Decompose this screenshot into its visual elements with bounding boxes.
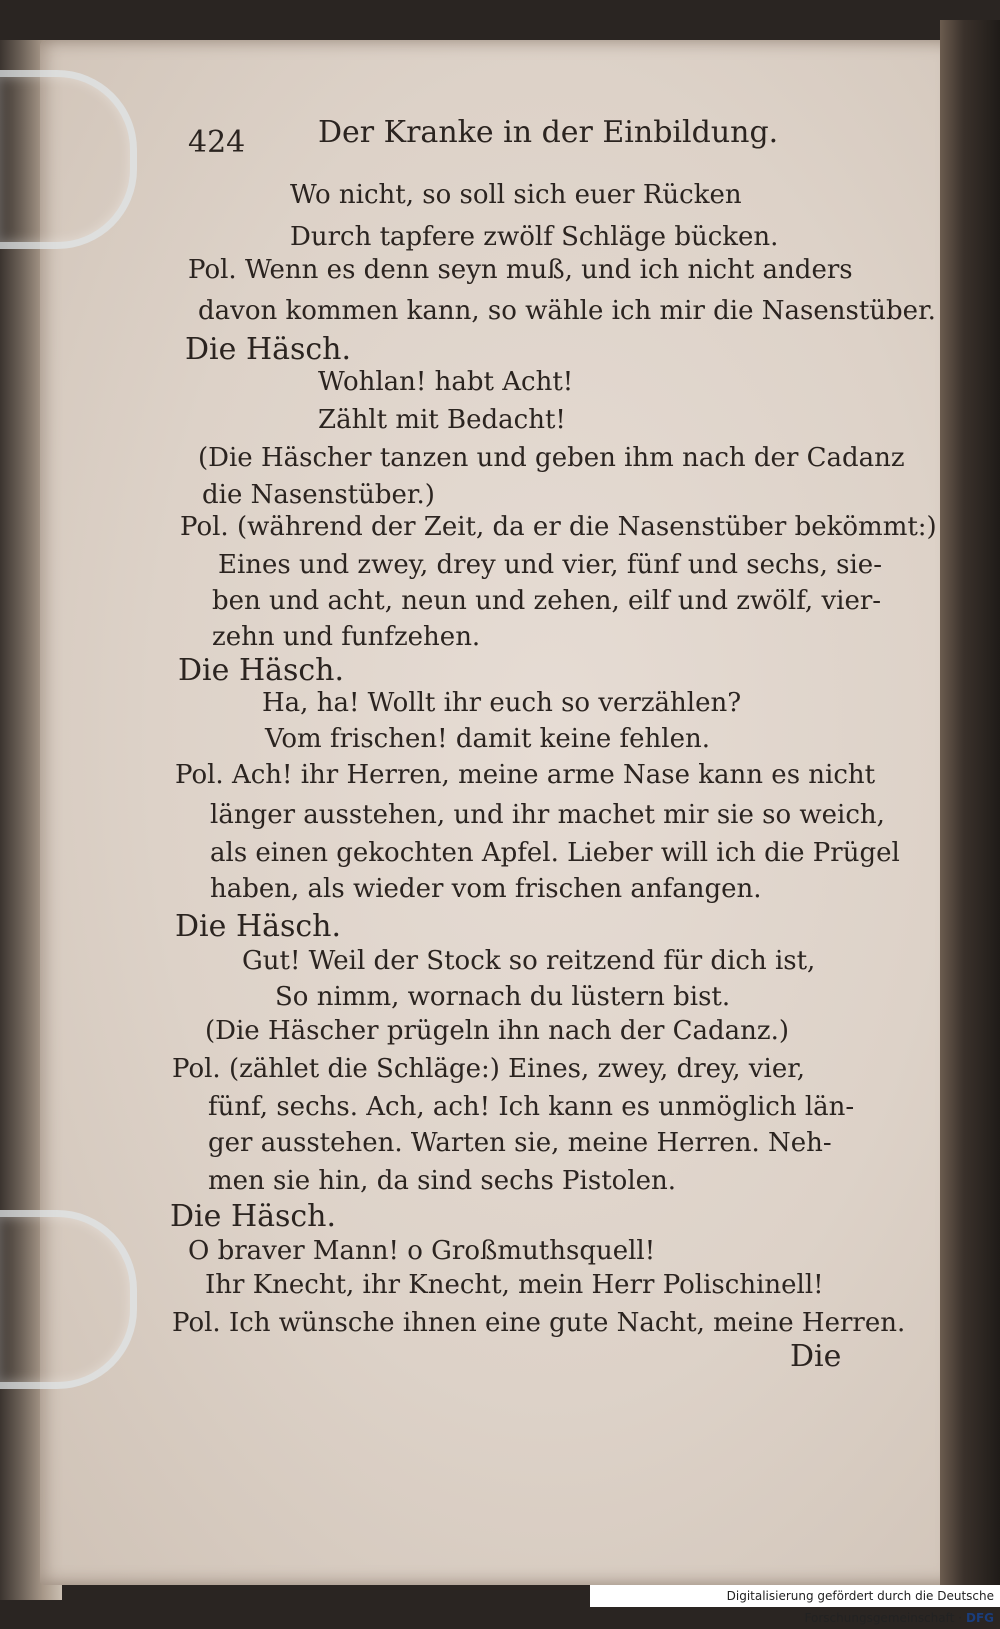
- speaker-heading: Die Häsch.: [175, 909, 342, 944]
- stage-direction: (Die Häscher prügeln ihn nach der Cadanz.): [205, 1016, 790, 1046]
- text-line: Wohlan! habt Acht!: [318, 367, 574, 397]
- text-line: Pol. (zählet die Schläge:) Eines, zwey, drey, vier,: [172, 1054, 806, 1084]
- stage-direction: die Nasenstüber.): [202, 480, 435, 510]
- running-title: Der Kranke in der Einbildung.: [318, 115, 779, 150]
- page-clip-top: [0, 70, 137, 249]
- page-clip-bottom: [0, 1210, 137, 1389]
- text-line: haben, als wieder vom frischen anfangen.: [210, 874, 762, 904]
- catchword: Die: [790, 1339, 842, 1374]
- digitization-credit: [590, 1585, 1000, 1625]
- page-number: 424: [188, 125, 246, 160]
- text-line: ger ausstehen. Warten sie, meine Herren. Neh-: [208, 1128, 832, 1158]
- text-line: O braver Mann! o Großmuthsquell!: [188, 1236, 656, 1266]
- speaker-heading: Die Häsch.: [185, 332, 352, 367]
- text-line: länger ausstehen, und ihr machet mir sie so weich,: [210, 800, 885, 830]
- text-line: fünf, sechs. Ach, ach! Ich kann es unmöglich län-: [208, 1092, 855, 1122]
- right-page-edge: [940, 20, 1000, 1590]
- speaker-heading: Die Häsch.: [170, 1199, 337, 1234]
- text-line: Ha, ha! Wollt ihr euch so verzählen?: [262, 688, 742, 718]
- text-line: Gut! Weil der Stock so reitzend für dich ist,: [242, 946, 816, 976]
- credit-text: Digitalisierung gefördert durch die Deutsche Forschungsgemeinschaft ·: [726, 1589, 994, 1625]
- text-line: So nimm, wornach du lüstern bist.: [275, 982, 731, 1012]
- dfg-logo: DFG: [965, 1611, 994, 1625]
- speaker-heading: Die Häsch.: [178, 653, 345, 688]
- text-line: Vom frischen! damit keine fehlen.: [265, 724, 710, 754]
- stage-direction: (Die Häscher tanzen und geben ihm nach der Cadanz: [198, 443, 905, 473]
- text-line: als einen gekochten Apfel. Lieber will ich die Prügel: [210, 838, 900, 868]
- text-line: Zählt mit Bedacht!: [318, 405, 566, 435]
- text-line: Eines und zwey, drey und vier, fünf und sechs, sie-: [218, 550, 882, 580]
- text-line: zehn und funfzehen.: [212, 622, 481, 652]
- text-line: Pol. Ich wünsche ihnen eine gute Nacht, meine Herren.: [172, 1308, 906, 1338]
- text-line: Pol. Wenn es denn seyn muß, und ich nicht anders: [188, 255, 853, 285]
- text-line: ben und acht, neun und zehen, eilf und zwölf, vier-: [212, 586, 882, 616]
- text-line: Durch tapfere zwölf Schläge bücken.: [290, 222, 779, 252]
- text-line: Pol. Ach! ihr Herren, meine arme Nase kann es nicht: [175, 760, 876, 790]
- text-line: men sie hin, da sind sechs Pistolen.: [208, 1166, 677, 1196]
- text-line: Wo nicht, so soll sich euer Rücken: [290, 180, 742, 210]
- text-line: Ihr Knecht, ihr Knecht, mein Herr Polischinell!: [205, 1270, 824, 1300]
- text-line: Pol. (während der Zeit, da er die Nasenstüber bekömmt:): [180, 512, 937, 542]
- text-line: davon kommen kann, so wähle ich mir die Nasenstüber.: [198, 296, 936, 326]
